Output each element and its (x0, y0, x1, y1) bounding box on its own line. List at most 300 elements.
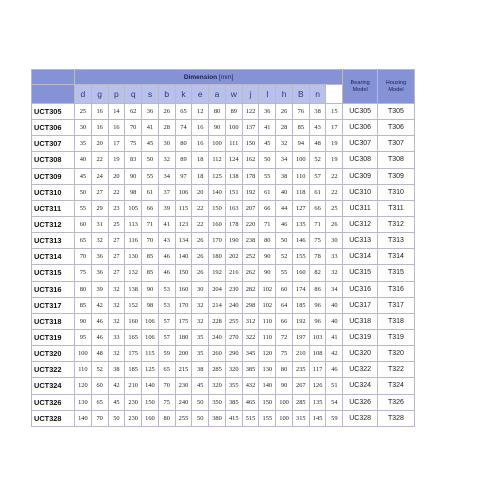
header-corner (32, 70, 75, 85)
dimension-cell-q: 230 (125, 410, 142, 426)
dimension-cell-b: 53 (158, 297, 175, 313)
dimension-cell-q: 185 (125, 362, 142, 378)
dimension-cell-e: 50 (192, 410, 209, 426)
dimension-cell-a: 112 (209, 152, 226, 168)
dimension-cell-l: 110 (259, 313, 276, 329)
dimension-cell-undefined: 32 (326, 265, 343, 281)
dimension-cell-b: 26 (158, 104, 175, 120)
dimension-cell-B: 110 (292, 168, 309, 184)
column-header-k: k (175, 85, 192, 104)
table-row (32, 152, 451, 168)
dimension-table-container (31, 69, 451, 427)
dimension-cell-undefined: 33 (326, 249, 343, 265)
table-row (32, 281, 451, 297)
dimension-cell-k: 80 (175, 136, 192, 152)
dimension-cell-p: 45 (108, 394, 125, 410)
housing-model-cell: T314 (378, 249, 415, 265)
dimension-cell-l: 55 (259, 168, 276, 184)
dimension-cell-h: 50 (276, 233, 293, 249)
dimension-cell-undefined: 22 (326, 168, 343, 184)
housing-model-cell: T309 (378, 168, 415, 184)
dimension-cell-undefined: 42 (326, 346, 343, 362)
dimension-cell-q: 90 (125, 168, 142, 184)
housing-model-cell: T313 (378, 233, 415, 249)
dimension-cell-p: 32 (108, 346, 125, 362)
bearing-model-cell: UC317 (343, 297, 378, 313)
table-row (32, 200, 451, 216)
housing-model-cell: T317 (378, 297, 415, 313)
bearing-model-cell: UC313 (343, 233, 378, 249)
dimension-cell-l: 45 (259, 136, 276, 152)
table-row (32, 362, 451, 378)
bearing-model-cell: UC314 (343, 249, 378, 265)
dimension-cell-q: 165 (125, 329, 142, 345)
dimension-cell-k: 140 (175, 249, 192, 265)
dimension-cell-k: 89 (175, 152, 192, 168)
dimension-cell-q: 83 (125, 152, 142, 168)
dimension-cell-p: 38 (108, 362, 125, 378)
dimension-cell-n: 96 (309, 297, 326, 313)
unit-model-cell: UCT328 (32, 410, 75, 426)
dimension-cell-w: 270 (225, 329, 242, 345)
dimension-cell-undefined: 46 (326, 362, 343, 378)
dimension-cell-k: 215 (175, 362, 192, 378)
dimension-cell-a: 214 (209, 297, 226, 313)
dimension-cell-undefined: 51 (326, 378, 343, 394)
dimension-cell-B: 192 (292, 313, 309, 329)
dimension-cell-n: 126 (309, 378, 326, 394)
dimension-cell-w: 111 (225, 136, 242, 152)
dimension-cell-undefined: 26 (326, 216, 343, 232)
table-row (32, 233, 451, 249)
dimension-cell-w: 216 (225, 265, 242, 281)
dimension-cell-k: 123 (175, 216, 192, 232)
housing-model-cell: T306 (378, 120, 415, 136)
table-row (32, 120, 451, 136)
bearing-model-cell: UC308 (343, 152, 378, 168)
table-row (32, 265, 451, 281)
dimension-cell-j: 432 (242, 378, 259, 394)
column-header-l: l (259, 85, 276, 104)
bearing-model-cell: UC320 (343, 346, 378, 362)
table-row (32, 168, 451, 184)
dimension-cell-j: 515 (242, 410, 259, 426)
dimension-cell-l: 110 (259, 329, 276, 345)
dimension-cell-d: 120 (75, 378, 92, 394)
dimension-cell-undefined: 19 (326, 136, 343, 152)
dimension-cell-n: 57 (309, 168, 326, 184)
dimension-cell-g: 24 (91, 168, 108, 184)
unit-model-cell: UCT326 (32, 394, 75, 410)
dimension-cell-b: 57 (158, 313, 175, 329)
dimension-cell-g: 52 (91, 362, 108, 378)
table-row (32, 184, 451, 200)
dimension-cell-d: 60 (75, 216, 92, 232)
unit-model-cell: UCT314 (32, 249, 75, 265)
bearing-model-cell: UC316 (343, 281, 378, 297)
dimension-cell-a: 380 (209, 410, 226, 426)
dimension-cell-d: 70 (75, 249, 92, 265)
dimension-cell-w: 290 (225, 346, 242, 362)
table-body (32, 104, 451, 427)
dimension-cell-w: 163 (225, 200, 242, 216)
unit-model-cell: UCT319 (32, 329, 75, 345)
header-row-top (32, 70, 451, 85)
dimension-cell-B: 94 (292, 136, 309, 152)
dimension-cell-g: 65 (91, 394, 108, 410)
dimension-cell-b: 46 (158, 265, 175, 281)
table-row (32, 329, 451, 345)
table-row (32, 297, 451, 313)
bearing-model-cell: UC318 (343, 313, 378, 329)
dimension-cell-s: 106 (142, 313, 159, 329)
column-header-g: g (91, 85, 108, 104)
dimension-cell-w: 320 (225, 362, 242, 378)
dimension-cell-q: 160 (125, 313, 142, 329)
dimension-cell-undefined: 54 (326, 394, 343, 410)
housing-model-header: Housing Model (378, 70, 415, 104)
dimension-cell-s: 66 (142, 200, 159, 216)
dimension-cell-e: 16 (192, 136, 209, 152)
dimension-cell-s: 90 (142, 281, 159, 297)
unit-model-cell: UCT312 (32, 216, 75, 232)
unit-model-cell: UCT306 (32, 120, 75, 136)
dimension-cell-n: 117 (309, 362, 326, 378)
dimension-cell-q: 113 (125, 216, 142, 232)
dimension-cell-w: 240 (225, 297, 242, 313)
dimension-cell-undefined: 15 (326, 104, 343, 120)
dimension-cell-q: 75 (125, 136, 142, 152)
dimension-cell-j: 192 (242, 184, 259, 200)
dimension-cell-l: 140 (259, 378, 276, 394)
dimension-cell-h: 90 (276, 378, 293, 394)
dimension-cell-j: 207 (242, 200, 259, 216)
dimension-table (31, 69, 451, 427)
dimension-cell-g: 46 (91, 313, 108, 329)
dimension-cell-n: 48 (309, 136, 326, 152)
dimension-cell-l: 150 (259, 394, 276, 410)
unit-model-cell: UCT310 (32, 184, 75, 200)
dimension-cell-j: 345 (242, 346, 259, 362)
dimension-cell-p: 22 (108, 184, 125, 200)
dimension-cell-g: 16 (91, 104, 108, 120)
dimension-cell-e: 16 (192, 120, 209, 136)
dimension-cell-j: 178 (242, 168, 259, 184)
dimension-cell-d: 100 (75, 346, 92, 362)
dimension-cell-s: 85 (142, 265, 159, 281)
dimension-cell-k: 170 (175, 297, 192, 313)
unit-model-cell: UCT317 (32, 297, 75, 313)
housing-model-cell: T319 (378, 329, 415, 345)
dimension-cell-B: 267 (292, 378, 309, 394)
table-row (32, 216, 451, 232)
dimension-cell-n: 86 (309, 281, 326, 297)
table-row (32, 104, 451, 120)
dimension-cell-g: 29 (91, 200, 108, 216)
dimension-cell-k: 134 (175, 233, 192, 249)
dimension-cell-w: 178 (225, 216, 242, 232)
dimension-cell-p: 17 (108, 136, 125, 152)
dimension-cell-b: 37 (158, 184, 175, 200)
dimension-cell-n: 108 (309, 346, 326, 362)
dimension-cell-p: 50 (108, 410, 125, 426)
dimension-cell-B: 197 (292, 329, 309, 345)
dimension-cell-d: 25 (75, 104, 92, 120)
dimension-cell-s: 55 (142, 168, 159, 184)
dimension-cell-w: 202 (225, 249, 242, 265)
dimension-cell-e: 35 (192, 346, 209, 362)
unit-model-cell: UCT324 (32, 378, 75, 394)
dimension-header: Dimension [mm] (75, 70, 343, 85)
dimension-cell-h: 55 (276, 265, 293, 281)
dimension-cell-q: 152 (125, 297, 142, 313)
unit-model-cell: UCT322 (32, 362, 75, 378)
dimension-cell-s: 160 (142, 410, 159, 426)
table-row (32, 378, 451, 394)
bearing-model-cell: UC322 (343, 362, 378, 378)
dimension-cell-b: 28 (158, 120, 175, 136)
housing-model-cell: T308 (378, 152, 415, 168)
dimension-cell-p: 42 (108, 378, 125, 394)
dimension-cell-k: 97 (175, 168, 192, 184)
bearing-model-cell: UC315 (343, 265, 378, 281)
column-header-j: j (242, 85, 259, 104)
dimension-cell-b: 46 (158, 249, 175, 265)
dimension-cell-h: 100 (276, 410, 293, 426)
dimension-cell-l: 71 (259, 216, 276, 232)
dimension-cell-g: 22 (91, 152, 108, 168)
bearing-model-cell: UC324 (343, 378, 378, 394)
dimension-cell-a: 90 (209, 120, 226, 136)
dimension-cell-j: 137 (242, 120, 259, 136)
unit-model-cell: UCT313 (32, 233, 75, 249)
dimension-cell-b: 65 (158, 362, 175, 378)
dimension-cell-w: 138 (225, 168, 242, 184)
dimension-cell-a: 100 (209, 136, 226, 152)
dimension-cell-e: 45 (192, 378, 209, 394)
dimension-cell-a: 150 (209, 200, 226, 216)
unit-model-cell: UCT305 (32, 104, 75, 120)
dimension-cell-e: 32 (192, 297, 209, 313)
dimension-cell-j: 162 (242, 152, 259, 168)
housing-model-cell: T310 (378, 184, 415, 200)
dimension-cell-n: 78 (309, 249, 326, 265)
dimension-cell-s: 41 (142, 120, 159, 136)
dimension-cell-B: 76 (292, 104, 309, 120)
dimension-cell-h: 46 (276, 216, 293, 232)
column-header-h: h (276, 85, 293, 104)
dimension-cell-s: 45 (142, 136, 159, 152)
dimension-cell-e: 32 (192, 313, 209, 329)
dimension-cell-h: 60 (276, 281, 293, 297)
dimension-cell-e: 30 (192, 281, 209, 297)
dimension-cell-B: 135 (292, 216, 309, 232)
dimension-cell-l: 90 (259, 265, 276, 281)
dimension-cell-k: 160 (175, 281, 192, 297)
dimension-cell-b: 32 (158, 152, 175, 168)
unit-model-cell: UCT320 (32, 346, 75, 362)
dimension-cell-s: 50 (142, 152, 159, 168)
dimension-cell-p: 23 (108, 200, 125, 216)
dimension-cell-j: 465 (242, 394, 259, 410)
table-row (32, 313, 451, 329)
dimension-cell-k: 115 (175, 200, 192, 216)
dimension-cell-b: 43 (158, 233, 175, 249)
bearing-model-cell: UC319 (343, 329, 378, 345)
dimension-cell-h: 52 (276, 249, 293, 265)
dimension-cell-B: 146 (292, 233, 309, 249)
dimension-cell-l: 155 (259, 410, 276, 426)
dimension-cell-e: 22 (192, 216, 209, 232)
dimension-cell-g: 36 (91, 265, 108, 281)
bearing-model-header: Bearing Model (343, 70, 378, 104)
dimension-cell-w: 151 (225, 184, 242, 200)
dimension-cell-d: 40 (75, 152, 92, 168)
dimension-cell-q: 138 (125, 281, 142, 297)
dimension-cell-j: 322 (242, 329, 259, 345)
unit-model-cell: UCT316 (32, 281, 75, 297)
dimension-cell-g: 20 (91, 136, 108, 152)
dimension-cell-h: 66 (276, 313, 293, 329)
dimension-cell-w: 230 (225, 281, 242, 297)
dimension-cell-w: 100 (225, 120, 242, 136)
dimension-cell-s: 115 (142, 346, 159, 362)
column-header-B: B (292, 85, 309, 104)
dimension-cell-a: 350 (209, 394, 226, 410)
dimension-cell-s: 125 (142, 362, 159, 378)
dimension-cell-B: 235 (292, 362, 309, 378)
dimension-cell-b: 53 (158, 281, 175, 297)
housing-model-cell: T322 (378, 362, 415, 378)
dimension-cell-p: 33 (108, 329, 125, 345)
dimension-cell-s: 98 (142, 297, 159, 313)
dimension-cell-B: 160 (292, 265, 309, 281)
dimension-cell-b: 59 (158, 346, 175, 362)
housing-model-cell: T324 (378, 378, 415, 394)
dimension-cell-B: 174 (292, 281, 309, 297)
dimension-cell-d: 80 (75, 281, 92, 297)
bearing-model-cell: UC328 (343, 410, 378, 426)
dimension-cell-undefined: 40 (326, 313, 343, 329)
housing-model-cell: T318 (378, 313, 415, 329)
dimension-cell-n: 145 (309, 410, 326, 426)
column-header-d: d (75, 85, 92, 104)
dimension-cell-undefined: 59 (326, 410, 343, 426)
dimension-cell-p: 14 (108, 104, 125, 120)
dimension-cell-a: 192 (209, 265, 226, 281)
dimension-cell-q: 132 (125, 265, 142, 281)
dimension-cell-s: 61 (142, 184, 159, 200)
dimension-cell-k: 175 (175, 313, 192, 329)
dimension-cell-h: 72 (276, 329, 293, 345)
dimension-cell-g: 70 (91, 410, 108, 426)
dimension-cell-l: 102 (259, 281, 276, 297)
dimension-cell-w: 415 (225, 410, 242, 426)
dimension-cell-b: 39 (158, 200, 175, 216)
bearing-model-cell: UC326 (343, 394, 378, 410)
dimension-cell-undefined: 40 (326, 297, 343, 313)
bearing-model-cell: UC311 (343, 200, 378, 216)
dimension-cell-a: 240 (209, 329, 226, 345)
unit-model-cell: UCT309 (32, 168, 75, 184)
dimension-cell-undefined: 19 (326, 152, 343, 168)
dimension-cell-l: 120 (259, 346, 276, 362)
dimension-cell-d: 90 (75, 313, 92, 329)
dimension-cell-e: 26 (192, 265, 209, 281)
dimension-cell-g: 27 (91, 184, 108, 200)
dimension-cell-B: 185 (292, 297, 309, 313)
dimension-cell-s: 36 (142, 104, 159, 120)
dimension-cell-w: 124 (225, 152, 242, 168)
dimension-cell-undefined: 17 (326, 120, 343, 136)
dimension-cell-B: 127 (292, 200, 309, 216)
dimension-cell-b: 34 (158, 168, 175, 184)
unit-model-cell: UCT318 (32, 313, 75, 329)
dimension-cell-b: 70 (158, 378, 175, 394)
dimension-cell-e: 26 (192, 249, 209, 265)
dimension-cell-h: 38 (276, 168, 293, 184)
dimension-cell-n: 103 (309, 329, 326, 345)
unit-model-cell: UCT315 (32, 265, 75, 281)
dimension-cell-b: 30 (158, 136, 175, 152)
dimension-cell-undefined: 22 (326, 184, 343, 200)
dimension-cell-b: 80 (158, 410, 175, 426)
dimension-cell-l: 66 (259, 200, 276, 216)
dimension-cell-B: 285 (292, 394, 309, 410)
dimension-cell-d: 35 (75, 136, 92, 152)
dimension-cell-h: 75 (276, 346, 293, 362)
dimension-cell-l: 80 (259, 233, 276, 249)
dimension-cell-e: 18 (192, 152, 209, 168)
dimension-cell-a: 204 (209, 281, 226, 297)
dimension-cell-l: 41 (259, 120, 276, 136)
dimension-cell-undefined: 34 (326, 281, 343, 297)
dimension-cell-h: 40 (276, 184, 293, 200)
dimension-cell-s: 71 (142, 216, 159, 232)
dimension-cell-n: 75 (309, 233, 326, 249)
housing-model-cell: T305 (378, 104, 415, 120)
dimension-cell-p: 27 (108, 233, 125, 249)
dimension-cell-d: 95 (75, 329, 92, 345)
bearing-model-cell: UC312 (343, 216, 378, 232)
table-row (32, 394, 451, 410)
dimension-cell-k: 230 (175, 378, 192, 394)
table-row (32, 249, 451, 265)
table-row (32, 410, 451, 426)
dimension-cell-q: 230 (125, 394, 142, 410)
dimension-cell-a: 320 (209, 378, 226, 394)
dimension-cell-d: 130 (75, 394, 92, 410)
column-header-e: e (192, 85, 209, 104)
dimension-cell-k: 240 (175, 394, 192, 410)
dimension-cell-k: 150 (175, 265, 192, 281)
dimension-cell-l: 90 (259, 249, 276, 265)
dimension-cell-e: 20 (192, 184, 209, 200)
dimension-cell-n: 82 (309, 265, 326, 281)
dimension-cell-q: 70 (125, 120, 142, 136)
dimension-cell-j: 312 (242, 313, 259, 329)
dimension-cell-g: 46 (91, 329, 108, 345)
dimension-cell-e: 22 (192, 200, 209, 216)
dimension-cell-n: 71 (309, 216, 326, 232)
bearing-model-cell: UC307 (343, 136, 378, 152)
dimension-cell-d: 65 (75, 233, 92, 249)
dimension-cell-undefined: 30 (326, 233, 343, 249)
dimension-cell-g: 42 (91, 297, 108, 313)
dimension-cell-B: 118 (292, 184, 309, 200)
dimension-cell-n: 135 (309, 394, 326, 410)
dimension-cell-e: 18 (192, 168, 209, 184)
